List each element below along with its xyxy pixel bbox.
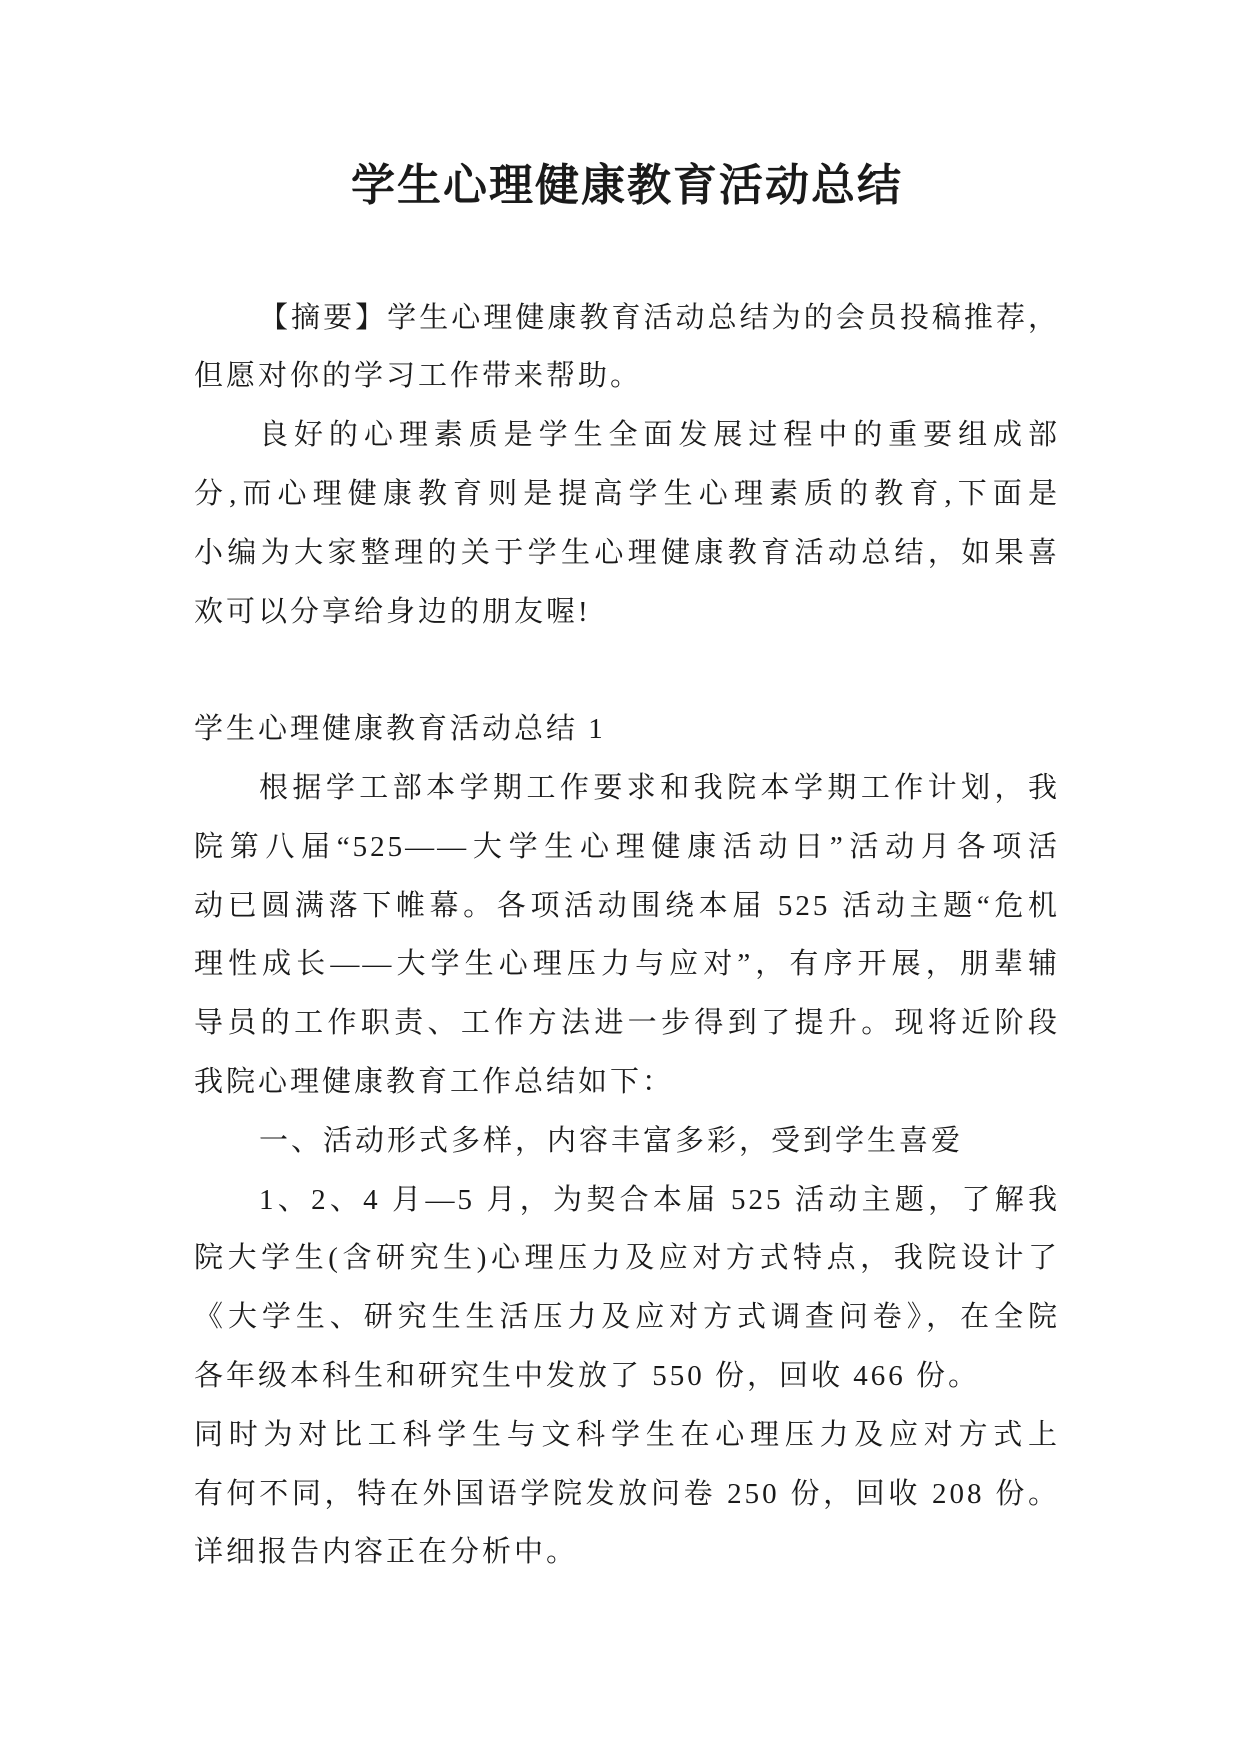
section-paragraph bbox=[194, 1406, 1060, 1582]
text-line: 院大学生(含研究生)心理压力及应对方式特点，我院设计了 bbox=[194, 1242, 1060, 1275]
text-line: 良好的心理素质是学生全面发展过程中的重要组成部 bbox=[259, 419, 1060, 452]
text-line: 理性成长——大学生心理压力与应对”，有序开展，朋辈辅 bbox=[194, 948, 1060, 981]
text-line: 各年级本科生和研究生中发放了 550 份，回收 466 份。 bbox=[194, 1359, 981, 1392]
text-line: 但愿对你的学习工作带来帮助。 bbox=[194, 360, 643, 393]
section-paragraph bbox=[194, 759, 1060, 1112]
text-line: 有何不同，特在外国语学院发放问卷 250 份，回收 208 份。 bbox=[194, 1477, 1060, 1510]
text-line: 同时为对比工科学生与文科学生在心理压力及应对方式上 bbox=[194, 1418, 1060, 1451]
text-line: 导员的工作职责、工作方法进一步得到了提升。现将近阶段 bbox=[194, 1007, 1060, 1040]
text-line: 详细报告内容正在分析中。 bbox=[194, 1536, 579, 1569]
section-subheading: 一、活动形式多样，内容丰富多彩，受到学生喜爱 bbox=[259, 1124, 964, 1157]
text-line: 院第八届“525——大学生心理健康活动日”活动月各项活 bbox=[194, 830, 1060, 863]
text-line: 我院心理健康教育工作总结如下： bbox=[194, 1065, 675, 1098]
intro-paragraph bbox=[194, 406, 1060, 641]
section-heading: 学生心理健康教育活动总结 1 bbox=[194, 713, 606, 746]
text-line: 1、2、4 月—5 月，为契合本届 525 活动主题，了解我 bbox=[259, 1183, 1060, 1216]
text-line: 【摘要】学生心理健康教育活动总结为的会员投稿推荐， bbox=[259, 301, 1060, 334]
text-line: 欢可以分享给身边的朋友喔! bbox=[194, 595, 591, 628]
blank-line bbox=[194, 641, 1060, 700]
text-line: 根据学工部本学期工作要求和我院本学期工作计划，我 bbox=[259, 771, 1060, 804]
text-line: 动已圆满落下帷幕。各项活动围绕本届 525 活动主题“危机 bbox=[194, 889, 1060, 922]
text-line: 分,而心理健康教育则是提高学生心理素质的教育,下面是 bbox=[194, 477, 1060, 510]
abstract-paragraph bbox=[194, 289, 1060, 407]
document-body bbox=[194, 289, 1060, 1583]
section-paragraph bbox=[194, 1171, 1060, 1406]
page-title: 学生心理健康教育活动总结 bbox=[351, 161, 903, 210]
text-line: 小编为大家整理的关于学生心理健康教育活动总结，如果喜 bbox=[194, 536, 1060, 569]
text-line: 《大学生、研究生生活压力及应对方式调查问卷》，在全院 bbox=[194, 1301, 1060, 1334]
